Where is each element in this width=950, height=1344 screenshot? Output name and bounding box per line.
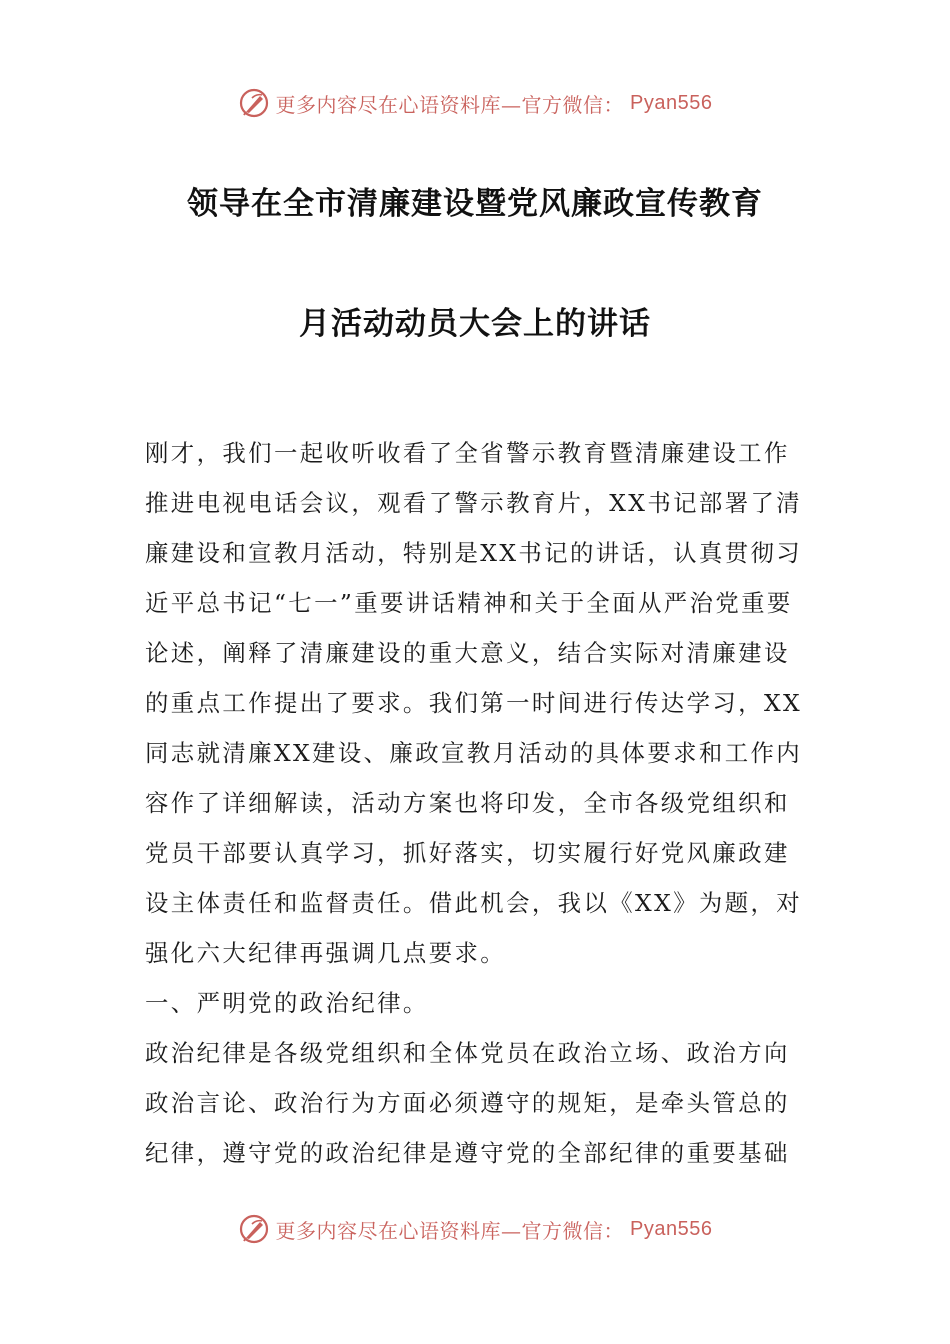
wechat-id: Pyan556 [630, 91, 713, 114]
section-heading: 一、严明党的政治纪律。 [145, 989, 429, 1017]
watermark-header [0, 84, 950, 122]
page-title-line-1: 领导在全市清廉建设暨党风廉政宣传教育 [187, 186, 763, 222]
section-paragraph: 政治纪律是各级党组织和全体党员在政治立场、政治方向政治言论、政治行为方面必须遵守的规矩，是牵头管总的纪律，遵守党的政治纪律是遵守党的全部纪律的重要基础 [145, 1039, 790, 1167]
quill-logo-icon [238, 1213, 270, 1245]
quill-logo-icon [238, 87, 270, 119]
watermark-text: 更多内容尽在心语资料库—官方微信： [275, 1218, 625, 1243]
watermark-text: 更多内容尽在心语资料库—官方微信： [275, 92, 625, 117]
wechat-id: Pyan556 [630, 1217, 713, 1240]
document-body [145, 428, 810, 1178]
intro-paragraph: 刚才，我们一起收听收看了全省警示教育暨清廉建设工作推进电视电话会议，观看了警示教育片，XX书记部署了清廉建设和宣教月活动，特别是XX书记的讲话，认真贯彻习近平总书记“七一”重要讲话精神和关于全面从严治党重要论述，阐释了清廉建设的重大意义，结合实际对清廉建设的重点工作提出了要求。我们第一时间进行传达学习，XX同志就清廉XX建设、廉政宣教月活动的具体要求和工作内容作了详细解读，活动方案也将印发，全市各级党组织和党员干部要认真学习，抓好落实，切实履行好党风廉政建设主体责任和监督责任。借此机会，我以《XX》为题，对强化六大纪律再强调几点要求。 [145, 439, 803, 967]
page-title-line-2: 月活动动员大会上的讲话 [299, 306, 651, 342]
watermark-footer [0, 1210, 950, 1248]
